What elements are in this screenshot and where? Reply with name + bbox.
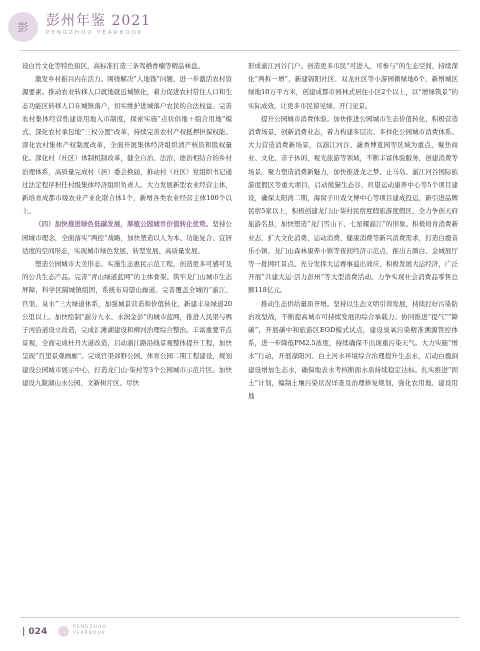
page-header (0, 0, 480, 56)
left-paragraph (22, 218, 232, 258)
yearbook-title: 彭州年鉴 2021 (46, 13, 152, 29)
paragraph-text: 提升公园城市消费体验。加快推进公园城市生态价值转化，积极营造消费场景，创新消费业态，着力构建多层次、多样化公园城市消费体系。大力营造消费新场景，以湔江河谷、蔬香博览园等区域为重点，聚焦商业、文化、亲子休闲、观光旅游等领域，不断丰富体验服务，创建消费等场景。聚力塑造消费新魅力，加快推进龙之梦、止马岛、湔江河谷国际旅游度假区等重大项目，启动熊猫生态谷、玖望运动康养中心等5个项目建设，确保太阳湾二期、海窝子川戏文博中心等项目建成投运，新引进品牌民宿5家以上，积极创建龙门山·柒村民宿度假旅游度假区，全力争创天府旅游名县，加快塑造“龙门雪山下、七星耀湔江”的形象。积极培育消费新业态，扩大文化消费、运动消费、健康消费等新兴消费需求，打造白鹿音乐小镇、龙门山森林康养小镇等夜间经济示范点，推出五颜白、金城展厅等一批网红景点。充分发挥大运赛事溢出效应，积极发展大运经济，广泛开展“共建大运·活力彭州”等大型消费活动。力争实现社会消费品零售总额118亿元。 (248, 114, 458, 295)
footer-label (73, 625, 107, 637)
paragraph-text: 激发乡村振兴内在活力。围绕解决“人地钱”问题，进一步激活农村资源要素。推动农业转移人口就地就近城镇化，着力促进农村常住人口和生态功能区转移人口在城镇落户，切实维护进城落户农民的合法权益。完善农村集体经营性建设用地入市制度，探索实施“点状供地＋组合用地”模式。深化农村承包地“三权分置”改革，持续完善农村产权抵押担保权能。深化农村集体产权制度改革，全面开展集体经济组织清产核资和股权量化。深化村（社区）体制机制改革，健全自治、法治、德治相结合的乡村治理体系，高质量完成村（居）委会换届，推动村（社区）党组织书记通过法定程序担任村级集体经济组织负责人。大力发展新型农业经营主体，新培育成都市级农业产业化联合体1个，新增各类农业经营主体100个以上。 (22, 75, 232, 216)
left-paragraph (22, 258, 232, 390)
paragraph-text: 设白竹文化等特色街区，高标准打造三条驾栖香楠等精品林盘。 (22, 62, 204, 70)
footer-logo-icon (58, 626, 69, 637)
footer-mark (58, 625, 107, 637)
paragraph-text: 坚持公园城市理念，全面落实“两控”战略，加快塑造以人为本、功能复合、宜居适度的空间形态，实现城市绿色发展、转型发展、高质量发展。 (22, 220, 232, 255)
section-subheading: （四）加快推进绿色低碳发展，厚植公园城市价值转化优势。 (35, 220, 213, 229)
paragraph-text: 塑造公园城市大美形态。实施生态惠民示范工程，创造更多可感可及的公共生态产品。完善“青山绿道蓝网”的主体骨架。筑牢龙门山城市生态屏障，科学区隔城镇组团，系统布局望山廊道。完善覆盖全城的“湔江、官渠、泉水”三大绿道体系，加强城景营造和价值转化，新建丰泉绿道20公里以上。加快绘制“湔分九水、水润金彭”的城市蓝网，推进人民渠与鸭子河沿道设立改造，完成汇滩湖建设和柳河治理综合整治。丰富重要节点景观，全面完成杜丹大道改造，启动湔江路沿线景观整体提升工程，加快呈现“百里景观画廊”。完成官渠郊野公园、体育公园二期工程建设，规划建设公园城市展示中心，打造龙门山·柒村等3个公园城市示范片区。加快建设九陇湖山水公园、文新树片区、尽快 (22, 260, 232, 387)
yearbook-logo-icon (8, 12, 38, 42)
left-paragraph (22, 73, 232, 218)
page-number: | 024 (22, 627, 48, 637)
paragraph-text: 形成湔江河谷门户。创造更多市民“可进入、可参与”的生态空间，持续深化“两拆一增”，新建锦阳社区、双龙社区等小游园微绿地6个，新增城区绿地10万平方米，创建成都市园林式居住小区2个以上，以“增绿筑景”的实际成效，让更多市民留见绿、开门见景。 (248, 62, 458, 110)
yearbook-subtitle: PENGZHOU YEARBOOK (46, 30, 144, 36)
footer-label-line2: YEARBOOK (73, 631, 106, 636)
logo-glyph: 彭 (17, 21, 29, 34)
paragraph-text: 推动生态供给量质齐增。坚持以生态文明引领发展，持续打好污染防治攻坚战，不断提高城市可持续发展的综合承载力。协同推进“提气”“降碳”，开展碳中和旅游区EOD模式试点，建设臭氧污染精准溯源管控体系，进一步降低PM2.5浓度，持续确保不出现重污染天气。大力实施“增水”行动，开展濛阳河、白土河水环境综合治理提升生态水，启动白鹿洞建设增加生态水，确保地表水考核断面水质持续稳定达标。扎实推进“固土”计划，编制土壤污染状况详查及治理修复规划，强化农用地、建设用地 (248, 299, 458, 401)
body-columns (22, 60, 458, 608)
left-paragraph (22, 60, 232, 73)
page-footer (0, 611, 480, 651)
footer-divider (20, 617, 460, 618)
left-column (22, 60, 232, 608)
right-paragraph (248, 60, 458, 113)
header-divider (20, 50, 460, 51)
right-column (248, 60, 458, 608)
footer-label-line1: PENGZHOU (73, 625, 107, 630)
right-paragraph (248, 113, 458, 298)
right-paragraph (248, 298, 458, 404)
